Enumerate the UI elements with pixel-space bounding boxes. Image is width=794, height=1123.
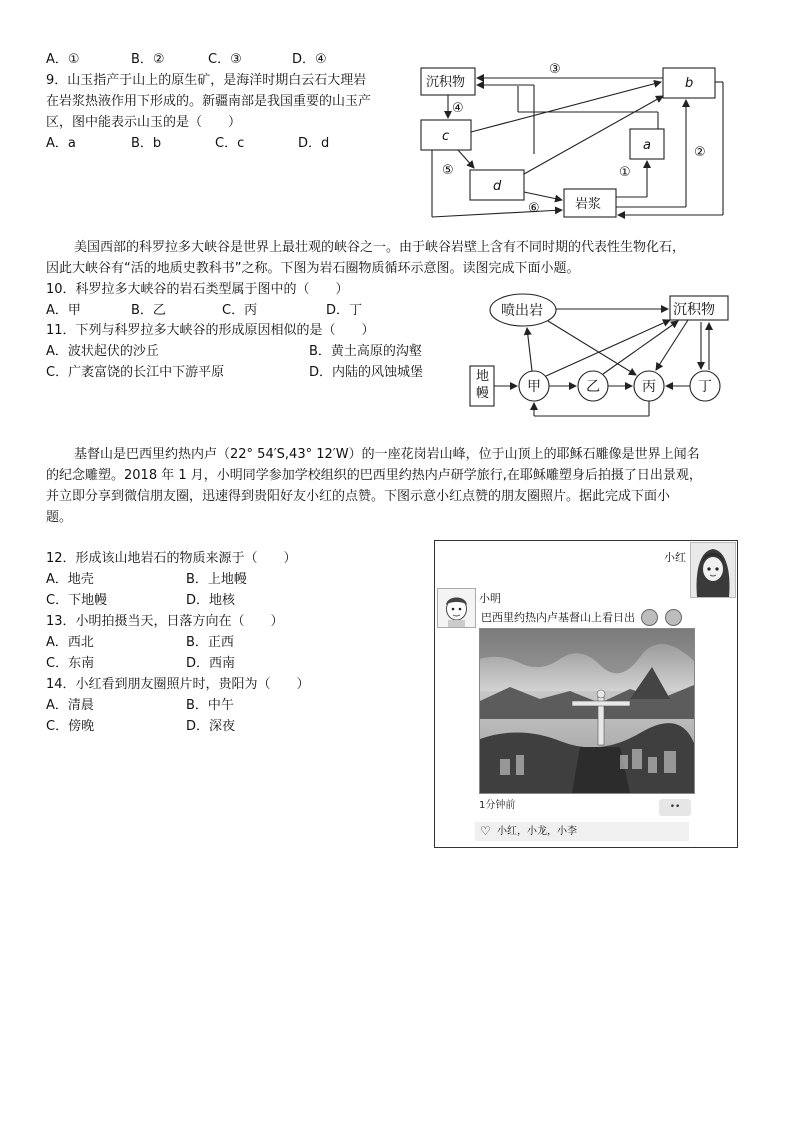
- passage1-line1: 美国西部的科罗拉多大峡谷是世界上最壮观的峡谷之一。由于峡谷岩壁上含有不同时期的代表性生物化石，: [74, 240, 686, 255]
- q11-stem: 11．下列与科罗拉多大峡谷的形成原因相似的是（ ）: [46, 323, 375, 338]
- viewer-avatar-icon: [691, 543, 735, 597]
- label-extrusive: 喷出岩: [501, 303, 543, 319]
- label-bing: 丙: [642, 379, 656, 395]
- label-sediment: 沉积物: [426, 75, 466, 90]
- q9-option-c: C．c: [215, 136, 245, 151]
- arrow-label-1: ①: [619, 165, 631, 180]
- poster-avatar[interactable]: [437, 588, 476, 628]
- label-sediment-2: 沉积物: [673, 302, 715, 318]
- q14-option-b: B．中午: [186, 698, 234, 713]
- passage2-line4: 题。: [46, 510, 73, 525]
- q10-option-d: D．丁: [326, 303, 363, 318]
- poster-avatar-icon: [438, 589, 475, 627]
- q12-option-d: D．地核: [186, 593, 236, 608]
- q10-stem: 10．科罗拉多大峡谷的岩石类型属于图中的（ ）: [46, 282, 349, 297]
- q11-option-b: B．黄土高原的沟壑: [309, 344, 422, 359]
- q13-stem: 13．小明拍摄当天，日落方向在（ ）: [46, 614, 284, 629]
- q10-option-c: C．丙: [222, 303, 258, 318]
- q12-stem: 12．形成该山地岩石的物质来源于（ ）: [46, 551, 297, 566]
- q12-option-c: C．下地幔: [46, 593, 108, 608]
- moments-post-frame: [434, 540, 738, 848]
- passage2-line2: 的纪念雕塑。2018 年 1 月，小明同学参加学校组织的巴西里约热内卢研学旅行,在耶稣雕塑身后拍摄了日出景观，: [46, 468, 702, 483]
- label-a: a: [643, 138, 651, 153]
- q13-option-c: C．东南: [46, 656, 95, 671]
- label-magma: 岩浆: [575, 197, 602, 212]
- q9-option-a: A．a: [46, 136, 76, 151]
- q11-option-a: A．波状起伏的沙丘: [46, 344, 159, 359]
- poster-name[interactable]: 小明: [479, 592, 501, 605]
- q8-option-d: D．④: [292, 52, 327, 67]
- q8-option-c: C．③: [208, 52, 242, 67]
- q11-option-d: D．内陆的风蚀城堡: [309, 365, 424, 380]
- post-photo[interactable]: [479, 628, 695, 794]
- smile-emoji-icon: [665, 609, 682, 626]
- q11-option-c: C．广袤富饶的长江中下游平原: [46, 365, 225, 380]
- likes-bar: [475, 822, 689, 841]
- q10-option-a: A．甲: [46, 303, 81, 318]
- viewer-name: 小红: [664, 551, 686, 564]
- likes-names: 小红，小龙，小李: [497, 826, 577, 837]
- label-ding: 丁: [698, 379, 712, 395]
- q12-option-b: B．上地幔: [186, 572, 247, 587]
- label-d: d: [493, 179, 502, 194]
- q9-option-b: B．b: [131, 136, 162, 151]
- q8-option-a: A．①: [46, 52, 80, 67]
- q9-stem-line2: 在岩浆热液作用下形成的。新疆南部是我国重要的山玉产: [46, 94, 372, 109]
- heart-icon: ♡: [480, 824, 491, 838]
- avatar[interactable]: [690, 542, 736, 598]
- q9-stem-line1: 9．山玉指产于山上的原生矿，是海洋时期白云石大理岩: [46, 73, 367, 88]
- q14-option-a: A．清晨: [46, 698, 94, 713]
- rock-cycle-diagram-2: [468, 290, 734, 422]
- q10-option-b: B．乙: [131, 303, 166, 318]
- arrow-label-4: ④: [452, 101, 464, 116]
- rock-cycle-diagram-1: [418, 52, 734, 224]
- label-jia: 甲: [527, 379, 541, 395]
- q9-option-d: D．d: [298, 136, 330, 151]
- post-text: 巴西里约热内卢基督山上看日出: [481, 611, 635, 624]
- arrow-label-5: ⑤: [442, 163, 454, 178]
- arrow-label-3: ③: [549, 62, 561, 77]
- passage1-line2: 因此大峡谷有“活的地质史教科书”之称。下图为岩石圈物质循环示意图。读图完成下面小题。: [46, 261, 580, 276]
- arrow-label-2: ②: [694, 145, 706, 160]
- q14-stem: 14．小红看到朋友圈照片时，贵阳为（ ）: [46, 677, 310, 692]
- more-actions-button[interactable]: ••: [659, 799, 691, 816]
- arrow-label-6: ⑥: [528, 201, 540, 216]
- label-c: c: [442, 129, 450, 144]
- q13-option-b: B．正西: [186, 635, 234, 650]
- q13-option-d: D．西南: [186, 656, 236, 671]
- label-yi: 乙: [586, 379, 600, 395]
- q12-option-a: A．地壳: [46, 572, 94, 587]
- passage2-line3: 并立即分享到微信朋友圈，迅速得到贵阳好友小红的点赞。下图示意小红点赞的朋友圈照片。据此完成下面小: [46, 489, 671, 504]
- smile-emoji-icon: [641, 609, 658, 626]
- q9-stem-line3: 区，图中能表示山玉的是（ ）: [46, 115, 242, 130]
- passage2-line1: 基督山是巴西里约热内卢（22° 54′S,43° 12′W）的一座花岗岩山峰，位于山顶上的耶稣石雕像是世界上闻名: [74, 447, 700, 462]
- q14-option-d: D．深夜: [186, 719, 236, 734]
- label-mantle: 地幔: [476, 369, 490, 401]
- q14-option-c: C．傍晚: [46, 719, 95, 734]
- q13-option-a: A．西北: [46, 635, 94, 650]
- post-time: 1分钟前: [479, 800, 516, 811]
- christ-redeemer-photo-icon: [480, 629, 694, 793]
- emoji-row: [641, 609, 699, 625]
- label-b: b: [685, 76, 694, 91]
- q8-option-b: B．②: [131, 52, 165, 67]
